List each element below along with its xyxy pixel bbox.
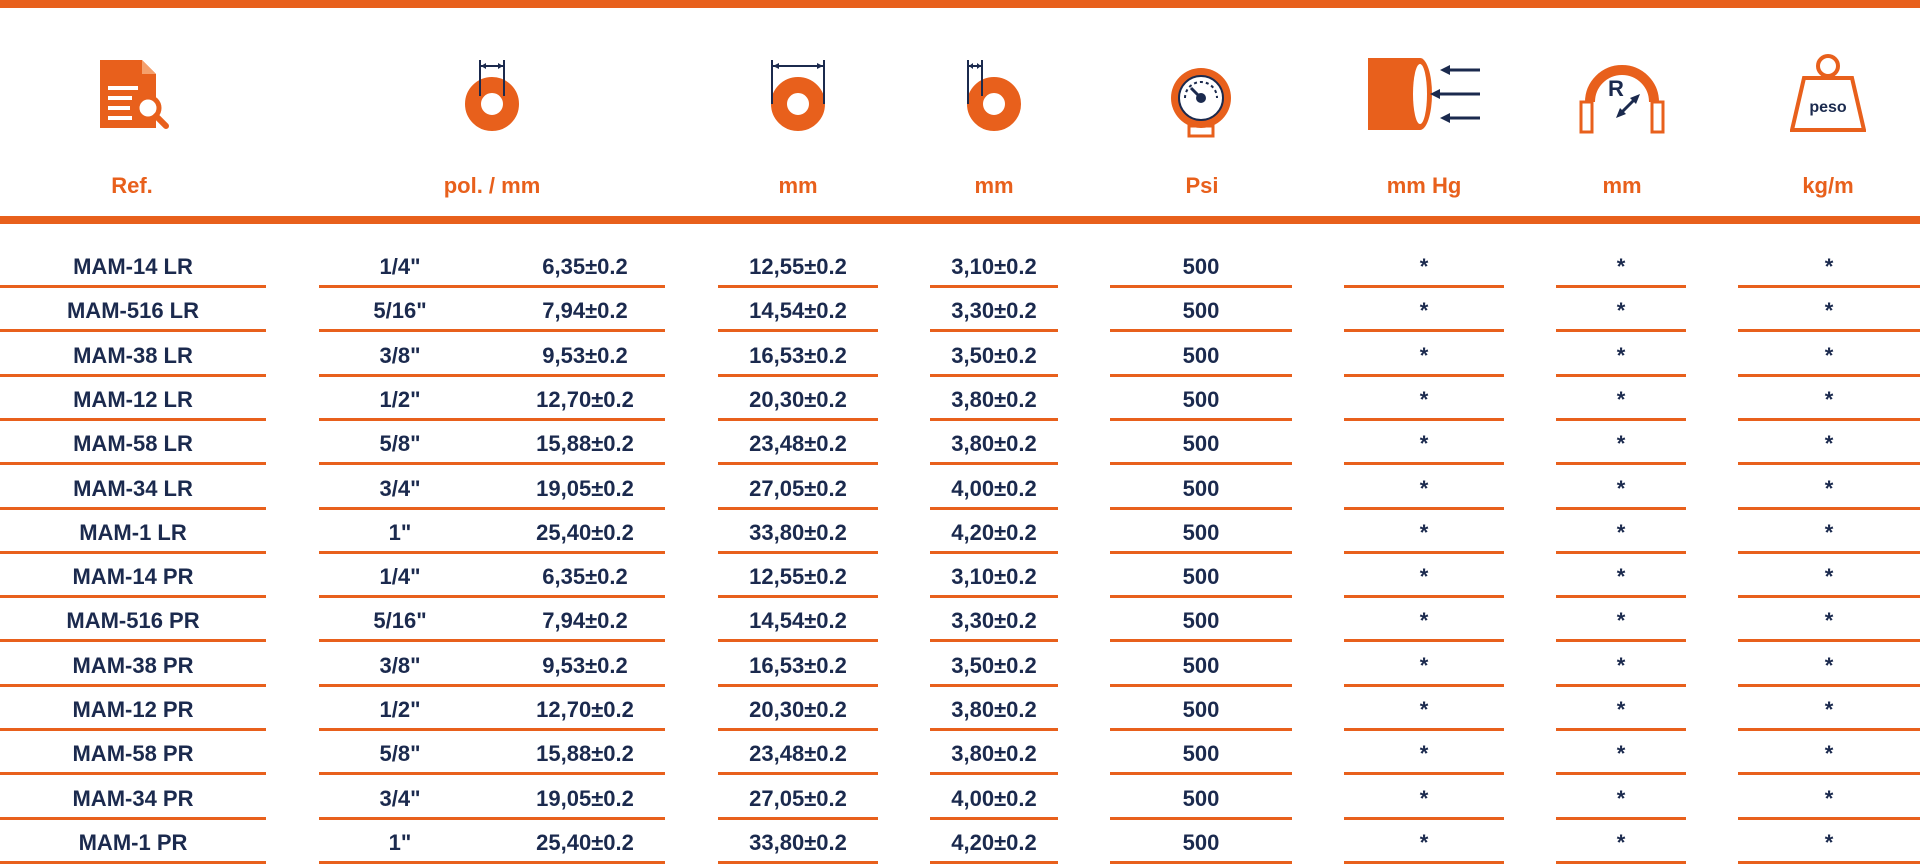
cell-radius: * bbox=[1616, 608, 1626, 634]
cell-outer-mm: 27,05±0.2 bbox=[749, 475, 847, 501]
cell-vacuum: * bbox=[1419, 741, 1429, 767]
row-underline bbox=[1110, 728, 1292, 731]
row-underline bbox=[319, 595, 665, 598]
row-underline bbox=[930, 684, 1058, 687]
cell-wall-mm: 3,10±0.2 bbox=[951, 254, 1037, 279]
cell-psi: 500 bbox=[1182, 254, 1220, 279]
row-underline bbox=[1110, 772, 1292, 775]
cell-radius: * bbox=[1616, 697, 1626, 722]
cell-outer-mm: 12,55±0.2 bbox=[749, 254, 847, 279]
cell-vacuum: * bbox=[1419, 608, 1429, 634]
row-underline bbox=[319, 639, 665, 642]
row-underline bbox=[1344, 595, 1504, 598]
cell-vacuum: * bbox=[1419, 652, 1429, 678]
row-underline bbox=[1344, 418, 1504, 421]
row-underline bbox=[930, 418, 1058, 421]
cell-outer-mm: 20,30±0.2 bbox=[749, 697, 847, 722]
cell-pol: 3/8" bbox=[379, 652, 421, 678]
row-underline bbox=[1344, 684, 1504, 687]
cell-radius: * bbox=[1616, 741, 1626, 767]
cell-vacuum: * bbox=[1419, 519, 1429, 545]
header-kgm: kg/m bbox=[1802, 173, 1854, 198]
cell-outer-mm: 27,05±0.2 bbox=[749, 785, 847, 811]
header-mmhg: mm Hg bbox=[1386, 173, 1462, 198]
cell-radius: * bbox=[1616, 475, 1626, 501]
row-underline bbox=[0, 772, 266, 775]
row-underline bbox=[930, 639, 1058, 642]
row-underline bbox=[718, 728, 878, 731]
header-wall-mm: mm bbox=[974, 173, 1014, 198]
row-underline bbox=[1110, 374, 1292, 377]
row-underline bbox=[319, 817, 665, 820]
cell-psi: 500 bbox=[1182, 519, 1220, 545]
row-underline bbox=[1556, 551, 1686, 554]
row-underline bbox=[0, 595, 266, 598]
row-underline bbox=[319, 329, 665, 332]
row-underline bbox=[718, 418, 878, 421]
row-underline bbox=[1344, 462, 1504, 465]
cell-radius: * bbox=[1616, 298, 1626, 324]
cell-pol: 5/16" bbox=[373, 298, 427, 324]
row-underline bbox=[1344, 817, 1504, 820]
cell-wall-mm: 3,30±0.2 bbox=[951, 608, 1037, 634]
row-underline bbox=[1738, 329, 1920, 332]
cell-weight: * bbox=[1824, 342, 1834, 368]
row-underline bbox=[718, 595, 878, 598]
row-underline bbox=[319, 551, 665, 554]
header-radius-mm: mm bbox=[1602, 173, 1642, 198]
row-underline bbox=[1556, 728, 1686, 731]
pressure-gauge-icon bbox=[1163, 62, 1239, 138]
cell-psi: 500 bbox=[1182, 652, 1220, 678]
row-underline bbox=[718, 507, 878, 510]
cell-vacuum: * bbox=[1419, 342, 1429, 368]
cell-psi: 500 bbox=[1182, 829, 1220, 855]
cell-wall-mm: 3,80±0.2 bbox=[951, 741, 1037, 767]
bend-radius-icon bbox=[1578, 62, 1666, 138]
vacuum-icon bbox=[1364, 56, 1484, 132]
cell-ref: MAM-34 PR bbox=[72, 785, 194, 811]
row-underline bbox=[319, 684, 665, 687]
cell-wall-mm: 3,80±0.2 bbox=[951, 431, 1037, 457]
cell-weight: * bbox=[1824, 829, 1834, 855]
cell-ref: MAM-516 PR bbox=[66, 608, 200, 634]
cell-pol: 3/8" bbox=[379, 342, 421, 368]
row-underline bbox=[1556, 595, 1686, 598]
row-underline bbox=[718, 374, 878, 377]
row-underline bbox=[1344, 772, 1504, 775]
row-underline bbox=[319, 507, 665, 510]
row-underline bbox=[0, 817, 266, 820]
cell-inner-mm: 7,94±0.2 bbox=[542, 608, 628, 634]
row-underline bbox=[1556, 329, 1686, 332]
cell-ref: MAM-12 LR bbox=[73, 386, 193, 412]
row-underline bbox=[1738, 684, 1920, 687]
row-underline bbox=[0, 374, 266, 377]
row-underline bbox=[718, 639, 878, 642]
row-underline bbox=[0, 285, 266, 288]
row-underline bbox=[718, 861, 878, 864]
cell-pol: 1/4" bbox=[379, 564, 421, 590]
cell-vacuum: * bbox=[1419, 697, 1429, 722]
cell-radius: * bbox=[1616, 785, 1626, 811]
cell-inner-mm: 25,40±0.2 bbox=[536, 829, 634, 855]
row-underline bbox=[1110, 595, 1292, 598]
row-underline bbox=[930, 462, 1058, 465]
cell-wall-mm: 3,50±0.2 bbox=[951, 342, 1037, 368]
wall-thickness-icon bbox=[962, 54, 1026, 134]
cell-weight: * bbox=[1824, 652, 1834, 678]
cell-radius: * bbox=[1616, 519, 1626, 545]
cell-weight: * bbox=[1824, 431, 1834, 457]
row-underline bbox=[1110, 817, 1292, 820]
cell-ref: MAM-516 LR bbox=[66, 298, 199, 324]
cell-psi: 500 bbox=[1182, 697, 1220, 722]
cell-inner-mm: 6,35±0.2 bbox=[542, 564, 628, 590]
cell-weight: * bbox=[1824, 608, 1834, 634]
cell-pol: 1/4" bbox=[379, 254, 421, 279]
row-underline bbox=[1110, 418, 1292, 421]
cell-weight: * bbox=[1824, 741, 1834, 767]
row-underline bbox=[930, 329, 1058, 332]
row-underline bbox=[1344, 329, 1504, 332]
outer-diameter-icon bbox=[766, 54, 830, 134]
cell-outer-mm: 20,30±0.2 bbox=[749, 386, 847, 412]
row-underline bbox=[1110, 507, 1292, 510]
cell-radius: * bbox=[1616, 829, 1626, 855]
row-underline bbox=[718, 462, 878, 465]
row-underline bbox=[1738, 772, 1920, 775]
cell-pol: 5/16" bbox=[373, 608, 427, 634]
row-underline bbox=[930, 595, 1058, 598]
cell-vacuum: * bbox=[1419, 431, 1429, 457]
row-underline bbox=[0, 418, 266, 421]
row-underline bbox=[718, 772, 878, 775]
row-underline bbox=[0, 728, 266, 731]
cell-ref: MAM-12 PR bbox=[72, 697, 194, 722]
row-underline bbox=[1738, 595, 1920, 598]
cell-outer-mm: 12,55±0.2 bbox=[749, 564, 847, 590]
cell-ref: MAM-38 LR bbox=[73, 342, 193, 368]
cell-wall-mm: 4,00±0.2 bbox=[951, 475, 1037, 501]
cell-inner-mm: 6,35±0.2 bbox=[542, 254, 628, 279]
cell-radius: * bbox=[1616, 254, 1626, 279]
cell-inner-mm: 19,05±0.2 bbox=[536, 475, 634, 501]
cell-radius: * bbox=[1616, 431, 1626, 457]
cell-psi: 500 bbox=[1182, 386, 1220, 412]
cell-psi: 500 bbox=[1182, 741, 1220, 767]
cell-psi: 500 bbox=[1182, 608, 1220, 634]
cell-wall-mm: 3,10±0.2 bbox=[951, 564, 1037, 590]
row-underline bbox=[930, 551, 1058, 554]
cell-ref: MAM-1 PR bbox=[78, 829, 188, 855]
row-underline bbox=[1344, 285, 1504, 288]
cell-radius: * bbox=[1616, 342, 1626, 368]
cell-weight: * bbox=[1824, 298, 1834, 324]
cell-ref: MAM-58 PR bbox=[72, 741, 194, 767]
cell-wall-mm: 4,20±0.2 bbox=[951, 829, 1037, 855]
cell-outer-mm: 33,80±0.2 bbox=[749, 829, 847, 855]
cell-pol: 1" bbox=[388, 829, 412, 855]
row-underline bbox=[1738, 728, 1920, 731]
cell-ref: MAM-34 LR bbox=[73, 475, 193, 501]
row-underline bbox=[1738, 418, 1920, 421]
cell-weight: * bbox=[1824, 475, 1834, 501]
row-underline bbox=[1738, 507, 1920, 510]
cell-inner-mm: 9,53±0.2 bbox=[542, 652, 628, 678]
row-underline bbox=[1344, 507, 1504, 510]
svg-text:R: R bbox=[1608, 76, 1624, 101]
row-underline bbox=[930, 507, 1058, 510]
row-underline bbox=[718, 285, 878, 288]
weight-icon bbox=[1790, 54, 1866, 134]
row-underline bbox=[1738, 639, 1920, 642]
row-underline bbox=[1738, 551, 1920, 554]
row-underline bbox=[930, 374, 1058, 377]
row-underline bbox=[718, 817, 878, 820]
cell-ref: MAM-38 PR bbox=[72, 652, 194, 678]
cell-vacuum: * bbox=[1419, 298, 1429, 324]
row-underline bbox=[1556, 418, 1686, 421]
cell-psi: 500 bbox=[1182, 342, 1220, 368]
row-underline bbox=[1556, 374, 1686, 377]
row-underline bbox=[930, 772, 1058, 775]
cell-inner-mm: 15,88±0.2 bbox=[536, 431, 634, 457]
row-underline bbox=[0, 639, 266, 642]
cell-vacuum: * bbox=[1419, 475, 1429, 501]
row-underline bbox=[0, 507, 266, 510]
cell-psi: 500 bbox=[1182, 431, 1220, 457]
row-underline bbox=[1344, 861, 1504, 864]
top-accent-bar bbox=[0, 0, 1920, 8]
cell-inner-mm: 7,94±0.2 bbox=[542, 298, 628, 324]
row-underline bbox=[319, 285, 665, 288]
row-underline bbox=[1738, 861, 1920, 864]
row-underline bbox=[1556, 462, 1686, 465]
header-ref: Ref. bbox=[111, 173, 153, 198]
cell-weight: * bbox=[1824, 386, 1834, 412]
row-underline bbox=[1738, 285, 1920, 288]
row-underline bbox=[319, 462, 665, 465]
cell-psi: 500 bbox=[1182, 475, 1220, 501]
cell-pol: 1/2" bbox=[379, 386, 421, 412]
cell-pol: 5/8" bbox=[379, 741, 421, 767]
row-underline bbox=[930, 285, 1058, 288]
cell-radius: * bbox=[1616, 386, 1626, 412]
row-underline bbox=[1110, 861, 1292, 864]
row-underline bbox=[0, 861, 266, 864]
row-underline bbox=[0, 551, 266, 554]
row-underline bbox=[1110, 551, 1292, 554]
cell-weight: * bbox=[1824, 519, 1834, 545]
row-underline bbox=[930, 728, 1058, 731]
row-underline bbox=[1556, 285, 1686, 288]
row-underline bbox=[0, 329, 266, 332]
cell-vacuum: * bbox=[1419, 386, 1429, 412]
row-underline bbox=[1556, 861, 1686, 864]
cell-wall-mm: 3,50±0.2 bbox=[951, 652, 1037, 678]
cell-inner-mm: 19,05±0.2 bbox=[536, 785, 634, 811]
cell-wall-mm: 4,00±0.2 bbox=[951, 785, 1037, 811]
row-underline bbox=[1556, 817, 1686, 820]
cell-outer-mm: 33,80±0.2 bbox=[749, 519, 847, 545]
cell-inner-mm: 12,70±0.2 bbox=[536, 386, 634, 412]
row-underline bbox=[1556, 639, 1686, 642]
row-underline bbox=[1556, 507, 1686, 510]
cell-psi: 500 bbox=[1182, 785, 1220, 811]
row-underline bbox=[0, 462, 266, 465]
row-underline bbox=[930, 817, 1058, 820]
row-underline bbox=[718, 551, 878, 554]
row-underline bbox=[1738, 462, 1920, 465]
cell-radius: * bbox=[1616, 564, 1626, 590]
cell-pol: 1" bbox=[388, 519, 412, 545]
cell-outer-mm: 16,53±0.2 bbox=[749, 342, 847, 368]
cell-ref: MAM-1 LR bbox=[79, 519, 187, 545]
cell-wall-mm: 4,20±0.2 bbox=[951, 519, 1037, 545]
cell-outer-mm: 23,48±0.2 bbox=[749, 741, 847, 767]
document-search-icon bbox=[96, 56, 172, 132]
header-outer-mm: mm bbox=[778, 173, 818, 198]
row-underline bbox=[319, 772, 665, 775]
row-underline bbox=[1738, 374, 1920, 377]
cell-inner-mm: 15,88±0.2 bbox=[536, 741, 634, 767]
cell-outer-mm: 23,48±0.2 bbox=[749, 431, 847, 457]
row-underline bbox=[1110, 639, 1292, 642]
cell-pol: 5/8" bbox=[379, 431, 421, 457]
cell-outer-mm: 14,54±0.2 bbox=[749, 608, 847, 634]
row-underline bbox=[1738, 817, 1920, 820]
cell-wall-mm: 3,30±0.2 bbox=[951, 298, 1037, 324]
header-divider bbox=[0, 216, 1920, 224]
cell-ref: MAM-14 PR bbox=[72, 564, 194, 590]
cell-outer-mm: 16,53±0.2 bbox=[749, 652, 847, 678]
cell-radius: * bbox=[1616, 652, 1626, 678]
cell-wall-mm: 3,80±0.2 bbox=[951, 386, 1037, 412]
cell-psi: 500 bbox=[1182, 298, 1220, 324]
inner-diameter-icon bbox=[460, 54, 524, 134]
cell-pol: 3/4" bbox=[379, 475, 421, 501]
row-underline bbox=[1556, 684, 1686, 687]
row-underline bbox=[1110, 285, 1292, 288]
header-pol-mm: pol. / mm bbox=[443, 173, 541, 198]
row-underline bbox=[1344, 728, 1504, 731]
row-underline bbox=[319, 418, 665, 421]
cell-vacuum: * bbox=[1419, 254, 1429, 279]
cell-ref: MAM-58 LR bbox=[73, 431, 193, 457]
cell-inner-mm: 25,40±0.2 bbox=[536, 519, 634, 545]
row-underline bbox=[0, 684, 266, 687]
cell-weight: * bbox=[1824, 564, 1834, 590]
cell-vacuum: * bbox=[1419, 564, 1429, 590]
row-underline bbox=[319, 728, 665, 731]
cell-ref: MAM-14 LR bbox=[73, 254, 193, 279]
cell-wall-mm: 3,80±0.2 bbox=[951, 697, 1037, 722]
cell-weight: * bbox=[1824, 254, 1834, 279]
row-underline bbox=[718, 684, 878, 687]
row-underline bbox=[319, 374, 665, 377]
cell-inner-mm: 9,53±0.2 bbox=[542, 342, 628, 368]
cell-pol: 1/2" bbox=[379, 697, 421, 722]
row-underline bbox=[1110, 329, 1292, 332]
row-underline bbox=[1344, 639, 1504, 642]
header-psi: Psi bbox=[1185, 173, 1219, 198]
row-underline bbox=[1344, 551, 1504, 554]
cell-weight: * bbox=[1824, 697, 1834, 722]
row-underline bbox=[1110, 462, 1292, 465]
cell-vacuum: * bbox=[1419, 829, 1429, 855]
row-underline bbox=[1556, 772, 1686, 775]
cell-weight: * bbox=[1824, 785, 1834, 811]
row-underline bbox=[930, 861, 1058, 864]
row-underline bbox=[718, 329, 878, 332]
cell-inner-mm: 12,70±0.2 bbox=[536, 697, 634, 722]
cell-psi: 500 bbox=[1182, 564, 1220, 590]
row-underline bbox=[319, 861, 665, 864]
cell-vacuum: * bbox=[1419, 785, 1429, 811]
cell-outer-mm: 14,54±0.2 bbox=[749, 298, 847, 324]
row-underline bbox=[1110, 684, 1292, 687]
cell-pol: 3/4" bbox=[379, 785, 421, 811]
row-underline bbox=[1344, 374, 1504, 377]
weight-icon-label: peso bbox=[1809, 99, 1847, 116]
